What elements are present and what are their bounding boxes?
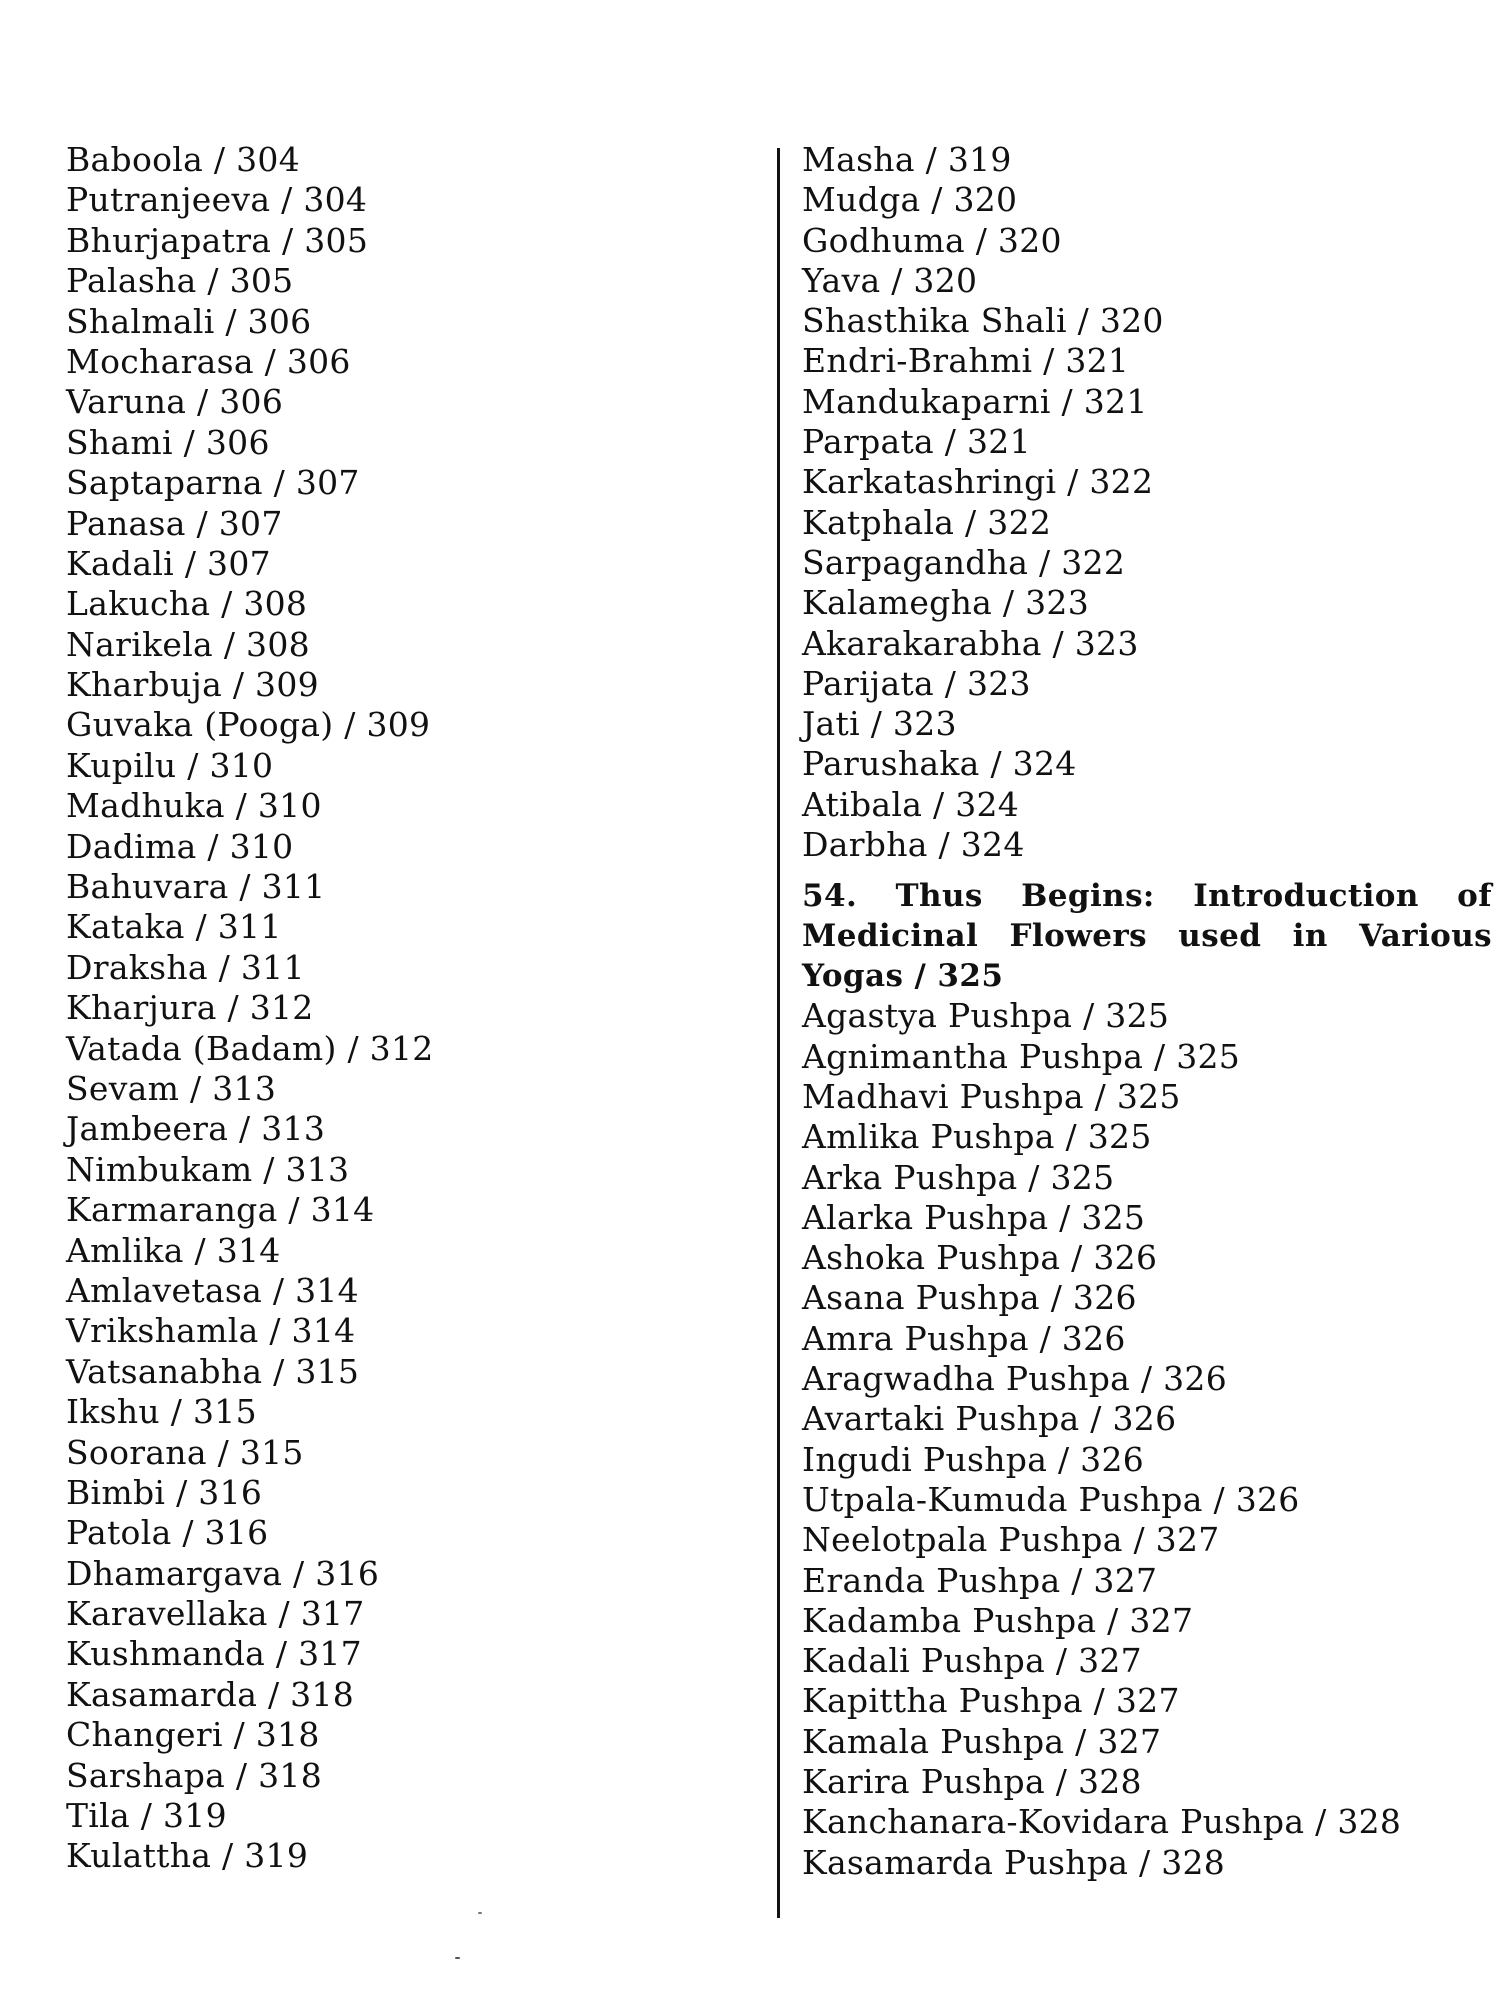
index-entry: Mudga / 320	[802, 180, 1018, 220]
index-entry: Varuna / 306	[66, 382, 284, 422]
index-entry: Karmaranga / 314	[66, 1190, 375, 1230]
index-entry: Sevam / 313	[66, 1068, 277, 1108]
index-entry: Jati / 323	[802, 704, 957, 744]
index-entry: Vatada (Badam) / 312	[66, 1028, 434, 1068]
index-entry: Putranjeeva / 304	[66, 180, 368, 220]
index-entry: Mocharasa / 306	[66, 341, 351, 381]
index-entry: Agnimantha Pushpa / 325	[802, 1036, 1241, 1076]
index-entry: Utpala-Kumuda Pushpa / 326	[802, 1479, 1300, 1519]
index-entry: Kasamarda Pushpa / 328	[802, 1842, 1226, 1882]
index-entry: Mandukaparni / 321	[802, 381, 1148, 421]
section-heading: 54. Thus Begins: Introduction of Medicinal Flowers used in Various Yogas / 325	[802, 878, 1492, 995]
index-entry: Saptaparna / 307	[66, 463, 360, 503]
index-entry: Kharbuja / 309	[66, 665, 319, 705]
index-entry: Sarpagandha / 322	[802, 542, 1126, 582]
index-entry: Patola / 316	[66, 1513, 269, 1553]
index-entry: Amlika Pushpa / 325	[802, 1117, 1152, 1157]
index-entry: Vatsanabha / 315	[66, 1351, 360, 1391]
index-entry: Alarka Pushpa / 325	[802, 1197, 1146, 1237]
index-entry: Karavellaka / 317	[66, 1594, 365, 1634]
index-entry: Parpata / 321	[802, 422, 1031, 462]
index-entry: Bahuvara / 311	[66, 867, 326, 907]
index-entry: Kadali / 307	[66, 543, 271, 583]
index-entry: Shasthika Shali / 320	[802, 301, 1164, 341]
index-entry: Kharjura / 312	[66, 988, 314, 1028]
index-entry: Dhamargava / 316	[66, 1553, 380, 1593]
index-entry: Kulattha / 319	[66, 1836, 309, 1876]
index-entry: Amlika / 314	[66, 1230, 281, 1270]
index-entry: Masha / 319	[802, 140, 1012, 179]
index-entry: Karkatashringi / 322	[802, 462, 1154, 502]
index-entry: Bhurjapatra / 305	[66, 220, 369, 260]
index-entry: Ingudi Pushpa / 326	[802, 1439, 1145, 1479]
index-entry: Changeri / 318	[66, 1715, 320, 1755]
index-entry: Amra Pushpa / 326	[802, 1318, 1126, 1358]
index-entry: Aragwadha Pushpa / 326	[802, 1359, 1227, 1399]
index-entry: Panasa / 307	[66, 503, 283, 543]
right-column	[802, 140, 1492, 1883]
index-entry: Akarakarabha / 323	[802, 623, 1139, 663]
index-entry: Draksha / 311	[66, 947, 305, 987]
index-entry: Katphala / 322	[802, 502, 1052, 542]
index-entry: Dadima / 310	[66, 826, 294, 866]
index-entry: Kasamarda / 318	[66, 1674, 355, 1714]
index-entry: Soorana / 315	[66, 1432, 304, 1472]
index-entry: Kushmanda / 317	[66, 1634, 362, 1674]
index-entry: Parushaka / 324	[802, 744, 1077, 784]
index-entry: Ikshu / 315	[66, 1392, 257, 1432]
index-entry: Madhuka / 310	[66, 786, 322, 826]
index-entry: Yava / 320	[802, 260, 978, 300]
index-entry: Kupilu / 310	[66, 745, 274, 785]
index-entry: Narikela / 308	[66, 624, 310, 664]
index-entry: Karira Pushpa / 328	[802, 1761, 1142, 1801]
index-entry: Guvaka (Pooga) / 309	[66, 705, 431, 745]
index-entry: Asana Pushpa / 326	[802, 1278, 1137, 1318]
index-entry: Kataka / 311	[66, 907, 282, 947]
index-entry: Nimbukam / 313	[66, 1149, 350, 1189]
index-entry: Madhavi Pushpa / 325	[802, 1076, 1181, 1116]
index-entry: Kapittha Pushpa / 327	[802, 1681, 1180, 1721]
index-entry: Kalamegha / 323	[802, 583, 1090, 623]
index-entry: Kadamba Pushpa / 327	[802, 1600, 1194, 1640]
index-entry: Atibala / 324	[802, 784, 1020, 824]
index-entry: Agastya Pushpa / 325	[802, 996, 1170, 1036]
index-entry: Baboola / 304	[66, 140, 300, 179]
index-entry: Kadali Pushpa / 327	[802, 1641, 1142, 1681]
index-entry: Bimbi / 316	[66, 1472, 263, 1512]
index-entry: Parijata / 323	[802, 663, 1031, 703]
index-entry: Avartaki Pushpa / 326	[802, 1399, 1177, 1439]
index-entry: Vrikshamla / 314	[66, 1311, 356, 1351]
index-entry: Arka Pushpa / 325	[802, 1157, 1115, 1197]
index-entry: Sarshapa / 318	[66, 1755, 323, 1795]
index-entry: Godhuma / 320	[802, 220, 1062, 260]
index-entry: Amlavetasa / 314	[66, 1270, 359, 1310]
index-entry: Kanchanara-Kovidara Pushpa / 328	[802, 1802, 1402, 1842]
index-entry: Kamala Pushpa / 327	[802, 1721, 1162, 1761]
index-entry: Darbha / 324	[802, 825, 1025, 865]
index-entry: Ashoka Pushpa / 326	[802, 1238, 1158, 1278]
index-entry: Neelotpala Pushpa / 327	[802, 1520, 1220, 1560]
index-entry: Endri-Brahmi / 321	[802, 341, 1130, 381]
scan-speck	[478, 1912, 482, 1914]
index-entry: Lakucha / 308	[66, 584, 308, 624]
left-column	[66, 140, 766, 1877]
index-entry: Shalmali / 306	[66, 301, 312, 341]
index-entry: Palasha / 305	[66, 261, 294, 301]
scan-speck	[455, 1957, 460, 1959]
index-entry: Jambeera / 313	[66, 1109, 326, 1149]
index-entry: Tila / 319	[66, 1796, 227, 1836]
index-entry: Eranda Pushpa / 327	[802, 1560, 1158, 1600]
index-entry: Shami / 306	[66, 422, 270, 462]
column-divider-rule	[777, 148, 780, 1918]
